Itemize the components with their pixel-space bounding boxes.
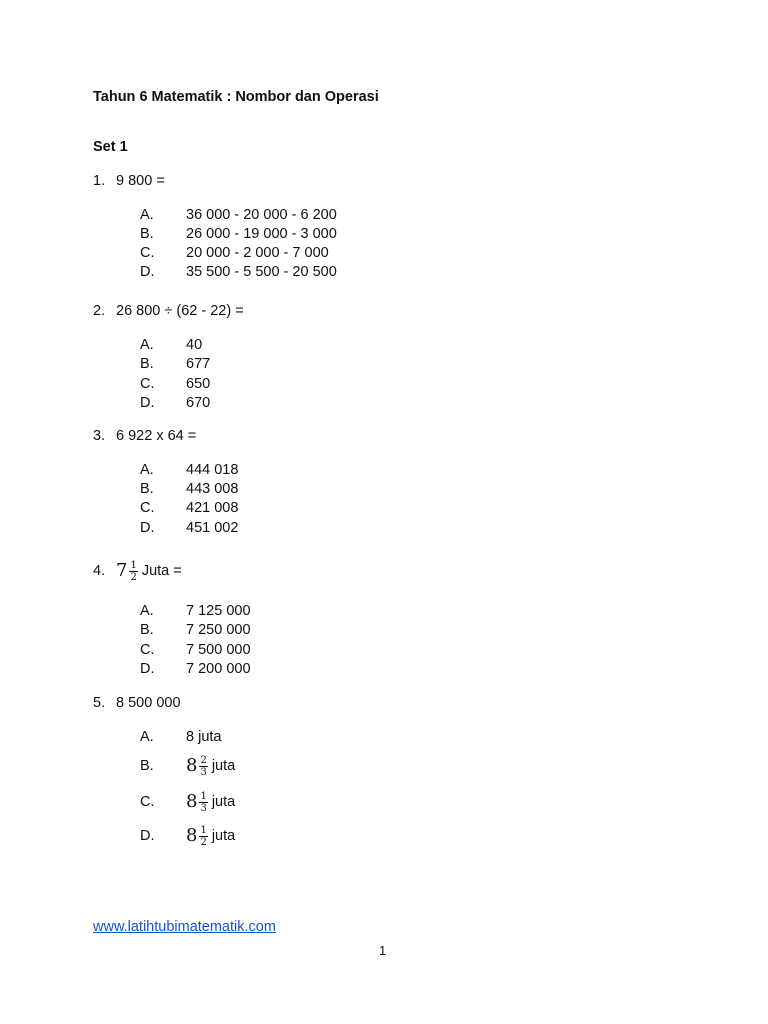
- fraction-denominator: 3: [200, 802, 207, 814]
- fraction-whole: 8: [186, 755, 198, 777]
- option-letter: C.: [140, 794, 155, 810]
- question-number: 4.: [93, 563, 106, 579]
- option-letter: B.: [140, 622, 154, 638]
- option-letter: B.: [140, 758, 154, 774]
- question-number: 3.: [93, 428, 106, 444]
- option-text: 670: [186, 395, 211, 411]
- option-letter: D.: [140, 661, 155, 677]
- option-suffix: juta: [211, 828, 236, 844]
- option-suffix: juta: [211, 758, 236, 774]
- option-text: [186, 783, 235, 821]
- question-text: 26 800 ÷ (62 - 22) =: [116, 303, 244, 319]
- fraction-denominator: 2: [200, 836, 207, 848]
- fraction: [199, 755, 207, 778]
- fraction-numerator: 1: [200, 824, 207, 836]
- question-text: 6 922 x 64 =: [116, 428, 197, 444]
- question-number: 2.: [93, 303, 106, 319]
- page-number: 1: [379, 943, 387, 958]
- option-text: 7 250 000: [186, 622, 251, 638]
- option-letter: A.: [140, 603, 154, 619]
- fraction: [199, 825, 207, 848]
- option-text: 444 018: [186, 462, 239, 478]
- set-label: Set 1: [93, 139, 128, 155]
- option-letter: A.: [140, 729, 154, 745]
- fraction-numerator: 1: [200, 790, 207, 802]
- option-letter: B.: [140, 481, 154, 497]
- fraction-whole: 8: [186, 825, 198, 847]
- option-letter: D.: [140, 520, 155, 536]
- mixed-fraction: [186, 783, 212, 821]
- fraction-denominator: 3: [200, 766, 207, 778]
- option-letter: C.: [140, 642, 155, 658]
- option-letter: A.: [140, 337, 154, 353]
- option-text: 26 000 - 19 000 - 3 000: [186, 226, 337, 242]
- option-text: 40: [186, 337, 203, 353]
- fraction-numerator: 1: [130, 559, 137, 571]
- option-text: 443 008: [186, 481, 239, 497]
- mixed-fraction: [116, 553, 142, 589]
- option-text: 35 500 - 5 500 - 20 500: [186, 264, 337, 280]
- option-letter: D.: [140, 264, 155, 280]
- option-text: 421 008: [186, 500, 239, 516]
- question-text: 9 800 =: [116, 173, 165, 189]
- fraction-whole: 7: [116, 560, 128, 582]
- option-text: 36 000 - 20 000 - 6 200: [186, 207, 337, 223]
- option-text: 7 200 000: [186, 661, 251, 677]
- question-text: 8 500 000: [116, 695, 181, 711]
- option-letter: C.: [140, 376, 155, 392]
- option-letter: D.: [140, 828, 155, 844]
- fraction-denominator: 2: [130, 571, 137, 583]
- question-number: 5.: [93, 695, 106, 711]
- mixed-fraction: [186, 747, 212, 785]
- question-number: 1.: [93, 173, 106, 189]
- option-letter: D.: [140, 395, 155, 411]
- option-text: 650: [186, 376, 211, 392]
- option-text: 8 juta: [186, 729, 222, 745]
- footer-link[interactable]: www.latihtubimatematik.com: [93, 919, 276, 935]
- fraction: [129, 560, 137, 583]
- option-text: [186, 747, 235, 785]
- option-letter: B.: [140, 226, 154, 242]
- mixed-fraction: [186, 817, 212, 855]
- page-title: Tahun 6 Matematik : Nombor dan Operasi: [93, 89, 379, 105]
- option-text: 20 000 - 2 000 - 7 000: [186, 245, 329, 261]
- option-text: 677: [186, 356, 211, 372]
- fraction-numerator: 2: [200, 754, 207, 766]
- fraction-whole: 8: [186, 791, 198, 813]
- question-suffix: Juta =: [141, 563, 182, 579]
- option-text: 7 500 000: [186, 642, 251, 658]
- option-letter: A.: [140, 462, 154, 478]
- option-letter: C.: [140, 500, 155, 516]
- option-letter: C.: [140, 245, 155, 261]
- option-text: 451 002: [186, 520, 239, 536]
- option-letter: B.: [140, 356, 154, 372]
- option-text: 7 125 000: [186, 603, 251, 619]
- option-suffix: juta: [211, 794, 236, 810]
- fraction: [199, 791, 207, 814]
- option-text: [186, 817, 235, 855]
- question-text: [116, 553, 182, 589]
- option-letter: A.: [140, 207, 154, 223]
